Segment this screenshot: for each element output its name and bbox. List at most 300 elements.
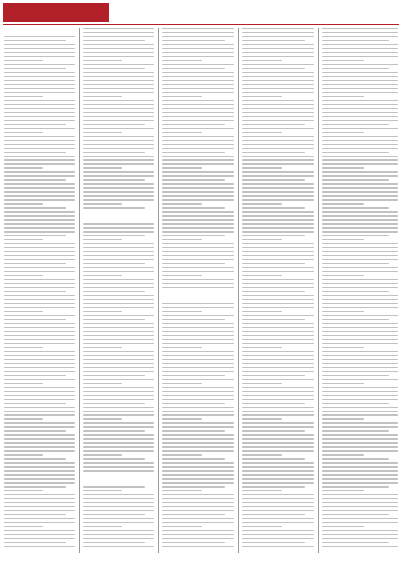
- text-line: [322, 251, 398, 252]
- text-line: [4, 422, 75, 423]
- text-line: [83, 411, 154, 412]
- text-line: [162, 239, 202, 240]
- text-line: [162, 255, 234, 256]
- text-line: [83, 100, 154, 101]
- text-line: [83, 299, 154, 300]
- text-line: [83, 319, 145, 320]
- text-line: [242, 311, 282, 312]
- text-line: [242, 203, 282, 204]
- text-line: [162, 434, 234, 435]
- text-line: [322, 116, 398, 117]
- text-line: [83, 542, 145, 543]
- text-line: [83, 32, 154, 33]
- text-line: [83, 434, 154, 435]
- text-line: [322, 231, 398, 232]
- text-line: [4, 120, 75, 121]
- text-line: [322, 40, 389, 41]
- text-line: [162, 490, 202, 491]
- text-line: [162, 450, 234, 451]
- text-line: [242, 506, 314, 507]
- text-line: [4, 140, 75, 141]
- text-line: [83, 430, 145, 431]
- text-line: [322, 76, 398, 77]
- text-line: [162, 359, 234, 360]
- text-line: [322, 311, 364, 312]
- text-line: [242, 283, 314, 284]
- text-line: [322, 163, 398, 164]
- text-line: [162, 426, 234, 427]
- text-line: [4, 72, 75, 73]
- text-line: [83, 140, 154, 141]
- text-line: [83, 538, 154, 539]
- text-line: [4, 510, 75, 511]
- text-line: [4, 227, 75, 228]
- text-line: [83, 167, 122, 168]
- text-line: [4, 534, 75, 535]
- text-line: [162, 80, 234, 81]
- text-line: [242, 546, 314, 547]
- text-line: [4, 36, 75, 37]
- text-line: [242, 331, 314, 332]
- text-line: [162, 411, 234, 412]
- text-line: [242, 315, 314, 316]
- text-line: [322, 315, 398, 316]
- text-line: [322, 140, 398, 141]
- text-line: [322, 32, 398, 33]
- text-line: [83, 307, 154, 308]
- text-line: [83, 490, 122, 491]
- text-line: [83, 510, 154, 511]
- text-line: [4, 96, 43, 97]
- text-line: [242, 486, 305, 487]
- text-line: [4, 387, 75, 388]
- text-line: [83, 426, 154, 427]
- text-line: [83, 128, 154, 129]
- text-line: [162, 522, 234, 523]
- text-line: [162, 367, 234, 368]
- text-line: [242, 307, 314, 308]
- text-line: [83, 395, 154, 396]
- text-line: [322, 490, 364, 491]
- text-line: [162, 263, 225, 264]
- text-line: [4, 470, 75, 471]
- text-line: [242, 195, 314, 196]
- text-line: [83, 203, 122, 204]
- text-line: [162, 287, 234, 288]
- text-line: [322, 434, 398, 435]
- text-line: [83, 367, 154, 368]
- text-line: [83, 450, 154, 451]
- text-line: [162, 323, 234, 324]
- text-line: [162, 418, 202, 419]
- text-line: [322, 179, 389, 180]
- text-line: [83, 466, 154, 467]
- text-line: [83, 60, 122, 61]
- text-line: [83, 478, 154, 479]
- text-line: [83, 399, 154, 400]
- text-line: [162, 32, 234, 33]
- text-line: [4, 171, 75, 172]
- article-column-2: [83, 28, 154, 553]
- text-line: [242, 530, 314, 531]
- text-line: [4, 526, 43, 527]
- text-line: [83, 255, 154, 256]
- text-line: [242, 156, 314, 157]
- text-line: [242, 144, 314, 145]
- text-line: [162, 355, 234, 356]
- text-line: [83, 80, 154, 81]
- text-line: [4, 327, 75, 328]
- text-line: [83, 323, 154, 324]
- text-line: [322, 347, 364, 348]
- text-line: [83, 235, 145, 236]
- text-line: [83, 530, 154, 531]
- article-column-3: [162, 28, 234, 553]
- text-line: [322, 136, 398, 137]
- text-line: [162, 414, 234, 415]
- text-line: [83, 351, 154, 352]
- text-line: [83, 56, 154, 57]
- text-line: [4, 498, 75, 499]
- text-line: [83, 502, 154, 503]
- text-line: [83, 303, 154, 304]
- text-line: [4, 486, 66, 487]
- text-line: [322, 175, 398, 176]
- text-line: [162, 283, 234, 284]
- text-line: [242, 542, 305, 543]
- text-line: [83, 347, 122, 348]
- text-line: [162, 403, 225, 404]
- text-line: [4, 466, 75, 467]
- text-line: [162, 514, 225, 515]
- text-line: [162, 303, 234, 304]
- text-line: [4, 207, 66, 208]
- text-line: [162, 518, 234, 519]
- text-line: [4, 299, 75, 300]
- text-line: [4, 275, 43, 276]
- text-line: [242, 327, 314, 328]
- text-line: [162, 215, 234, 216]
- text-line: [322, 339, 398, 340]
- text-line: [4, 116, 75, 117]
- text-line: [322, 502, 398, 503]
- text-line: [83, 291, 145, 292]
- text-line: [4, 434, 75, 435]
- text-line: [83, 422, 154, 423]
- text-line: [4, 187, 75, 188]
- text-line: [162, 167, 202, 168]
- text-line: [4, 128, 75, 129]
- column-divider: [158, 28, 159, 553]
- text-line: [242, 183, 314, 184]
- text-line: [322, 144, 398, 145]
- text-line: [4, 347, 43, 348]
- text-line: [322, 526, 364, 527]
- text-line: [242, 502, 314, 503]
- text-line: [322, 52, 398, 53]
- text-line: [162, 223, 234, 224]
- text-line: [322, 295, 398, 296]
- text-line: [322, 279, 398, 280]
- text-line: [162, 470, 234, 471]
- text-line: [4, 183, 75, 184]
- text-line: [242, 375, 305, 376]
- text-line: [322, 156, 398, 157]
- text-line: [162, 538, 234, 539]
- text-line: [242, 40, 305, 41]
- text-line: [162, 387, 234, 388]
- text-line: [242, 116, 314, 117]
- text-line: [322, 100, 398, 101]
- text-line: [322, 104, 398, 105]
- text-line: [242, 136, 314, 137]
- text-line: [322, 207, 389, 208]
- text-line: [162, 96, 202, 97]
- text-line: [242, 84, 314, 85]
- text-line: [242, 442, 314, 443]
- text-line: [4, 506, 75, 507]
- text-line: [162, 148, 234, 149]
- text-line: [242, 446, 314, 447]
- text-line: [83, 442, 154, 443]
- text-line: [83, 283, 154, 284]
- text-line: [322, 363, 398, 364]
- text-line: [242, 411, 314, 412]
- text-line: [322, 187, 398, 188]
- text-line: [242, 163, 314, 164]
- text-line: [322, 506, 398, 507]
- text-line: [83, 251, 154, 252]
- text-line: [4, 56, 75, 57]
- text-line: [4, 454, 43, 455]
- text-line: [242, 251, 314, 252]
- text-line: [242, 458, 305, 459]
- text-line: [242, 414, 314, 415]
- text-line: [83, 391, 154, 392]
- text-line: [4, 426, 75, 427]
- text-line: [162, 235, 225, 236]
- text-line: [4, 100, 75, 101]
- text-line: [4, 303, 75, 304]
- text-line: [242, 367, 314, 368]
- text-line: [83, 156, 154, 157]
- text-line: [4, 438, 75, 439]
- text-line: [242, 171, 314, 172]
- text-line: [162, 291, 234, 292]
- text-line: [83, 84, 154, 85]
- text-line: [162, 502, 234, 503]
- text-line: [83, 52, 154, 53]
- text-line: [162, 371, 234, 372]
- text-line: [242, 303, 314, 304]
- text-line: [162, 307, 234, 308]
- text-line: [4, 40, 66, 41]
- text-line: [4, 136, 75, 137]
- text-line: [83, 498, 154, 499]
- text-line: [162, 159, 234, 160]
- text-line: [4, 132, 43, 133]
- masthead: [0, 0, 402, 26]
- text-line: [242, 494, 314, 495]
- text-line: [162, 375, 225, 376]
- text-line: [162, 510, 234, 511]
- text-line: [83, 108, 154, 109]
- text-line: [83, 458, 145, 459]
- text-line: [242, 255, 314, 256]
- text-line: [83, 526, 122, 527]
- text-line: [162, 64, 234, 65]
- text-line: [322, 112, 398, 113]
- text-line: [162, 319, 225, 320]
- text-line: [162, 430, 225, 431]
- text-line: [4, 518, 75, 519]
- text-line: [162, 28, 234, 29]
- text-line: [4, 76, 75, 77]
- text-line: [242, 319, 305, 320]
- article-column-5: [322, 28, 398, 553]
- article-column-1: [4, 28, 75, 553]
- text-line: [162, 259, 234, 260]
- text-line: [83, 522, 154, 523]
- text-line: [83, 175, 154, 176]
- text-line: [242, 159, 314, 160]
- text-line: [162, 482, 234, 483]
- text-line: [83, 28, 154, 29]
- text-line: [83, 36, 154, 37]
- text-line: [83, 171, 154, 172]
- text-line: [4, 383, 43, 384]
- text-line: [83, 116, 154, 117]
- text-line: [242, 422, 314, 423]
- text-line: [4, 411, 75, 412]
- text-line: [242, 299, 314, 300]
- masthead-rule: [3, 24, 399, 25]
- text-line: [242, 44, 314, 45]
- text-line: [162, 179, 225, 180]
- text-line: [4, 450, 75, 451]
- text-line: [162, 191, 234, 192]
- text-line: [242, 335, 314, 336]
- text-line: [162, 100, 234, 101]
- text-line: [162, 128, 234, 129]
- text-line: [4, 363, 75, 364]
- text-line: [322, 247, 398, 248]
- text-line: [162, 478, 234, 479]
- text-line: [162, 52, 234, 53]
- text-line: [4, 80, 75, 81]
- text-line: [242, 279, 314, 280]
- text-line: [242, 454, 282, 455]
- text-line: [322, 383, 364, 384]
- text-line: [162, 199, 234, 200]
- text-line: [322, 159, 398, 160]
- text-line: [83, 263, 145, 264]
- text-line: [322, 546, 398, 547]
- text-line: [242, 399, 314, 400]
- text-line: [162, 251, 234, 252]
- text-line: [322, 395, 398, 396]
- text-line: [242, 191, 314, 192]
- text-line: [83, 96, 122, 97]
- text-line: [162, 546, 234, 547]
- text-line: [322, 522, 398, 523]
- text-line: [322, 375, 389, 376]
- text-line: [242, 76, 314, 77]
- text-line: [242, 239, 282, 240]
- text-line: [322, 470, 398, 471]
- text-line: [322, 263, 389, 264]
- text-line: [162, 474, 234, 475]
- text-line: [4, 391, 75, 392]
- text-line: [162, 40, 225, 41]
- text-line: [242, 450, 314, 451]
- text-line: [83, 112, 154, 113]
- text-line: [322, 355, 398, 356]
- text-line: [83, 295, 154, 296]
- text-line: [83, 486, 145, 487]
- text-line: [83, 223, 154, 224]
- text-line: [322, 319, 389, 320]
- text-line: [4, 395, 75, 396]
- text-line: [322, 120, 398, 121]
- text-line: [4, 156, 75, 157]
- text-line: [83, 68, 145, 69]
- text-line: [242, 72, 314, 73]
- text-line: [322, 454, 364, 455]
- text-line: [4, 442, 75, 443]
- text-line: [242, 395, 314, 396]
- text-line: [242, 36, 314, 37]
- text-line: [4, 339, 75, 340]
- text-line: [322, 542, 389, 543]
- text-line: [83, 311, 122, 312]
- text-line: [83, 187, 154, 188]
- text-line: [4, 315, 75, 316]
- text-line: [242, 478, 314, 479]
- text-line: [162, 112, 234, 113]
- text-line: [162, 494, 234, 495]
- text-line: [162, 211, 234, 212]
- text-line: [322, 426, 398, 427]
- text-line: [322, 211, 398, 212]
- text-line: [162, 383, 202, 384]
- text-line: [322, 239, 364, 240]
- text-line: [4, 28, 75, 29]
- text-line: [83, 207, 145, 208]
- text-line: [242, 235, 305, 236]
- text-line: [162, 140, 234, 141]
- text-line: [83, 227, 154, 228]
- text-line: [322, 538, 398, 539]
- text-line: [322, 351, 398, 352]
- text-line: [322, 474, 398, 475]
- text-line: [4, 311, 43, 312]
- text-line: [4, 104, 75, 105]
- text-line: [4, 68, 66, 69]
- text-line: [322, 438, 398, 439]
- column-divider: [318, 28, 319, 553]
- text-line: [242, 167, 282, 168]
- text-line: [162, 351, 234, 352]
- text-line: [322, 283, 398, 284]
- text-line: [4, 271, 75, 272]
- text-line: [83, 120, 154, 121]
- text-line: [242, 32, 314, 33]
- text-line: [322, 391, 398, 392]
- text-line: [162, 84, 234, 85]
- text-line: [83, 267, 154, 268]
- text-line: [322, 72, 398, 73]
